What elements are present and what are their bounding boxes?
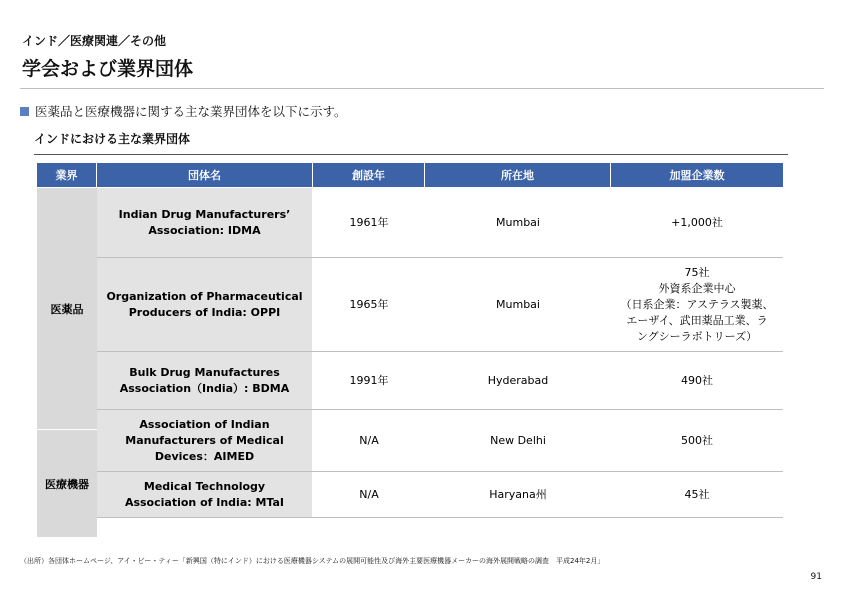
organization-name: Organization of Pharmaceutical Producers of India: OPPI (106, 289, 303, 319)
members-cell (611, 410, 783, 471)
members-value: 75社 外資系企業中心 （日系企業：アステラス製薬、 エーザイ、武田薬品工業、ラ ングシーラボトリーズ） (620, 265, 774, 343)
members-value: 45社 (684, 487, 710, 501)
organization-name-cell (97, 472, 313, 517)
members-value: +1,000社 (671, 215, 723, 229)
table-body (37, 188, 783, 538)
founded-cell: 1991年 (349, 373, 389, 387)
members-cell (611, 472, 783, 517)
members-cell (611, 258, 783, 351)
source-footnote: （出所）各団体ホームページ、アイ・ビー・ティー「新興国（特にインド）における医療機器システムの展開可能性及び海外主要医療機器メーカーの海外展開戦略の調査 平成24年2月」 (20, 557, 605, 565)
breadcrumb: インド／医療関連／その他 (22, 34, 167, 48)
table-row (97, 410, 783, 472)
organization-name: Association of Indian Manufacturers of Medical Devices：AIMED (125, 417, 284, 463)
members-value: 490社 (681, 373, 713, 387)
founded-cell: N/A (359, 487, 379, 501)
title-divider (20, 88, 824, 89)
page-number: 91 (810, 572, 822, 582)
column-header-organization: 団体名 (97, 163, 313, 187)
organization-name-cell (97, 352, 313, 409)
organization-name: Indian Drug Manufacturers’ Association: IDMA (118, 207, 291, 237)
rows-column (97, 188, 783, 538)
members-cell (611, 352, 783, 409)
column-header-founded: 創設年 (313, 163, 425, 187)
table-header (37, 163, 783, 188)
organization-name: Medical Technology Association of India: MTaI (124, 479, 285, 509)
location-cell: Hyderabad (487, 373, 549, 387)
intro-bullet (20, 102, 347, 120)
organization-name: Bulk Drug Manufactures Association（India）: BDMA (119, 365, 290, 395)
table-row (97, 258, 783, 352)
category-cell-devices: 医療機器 (37, 430, 97, 538)
location-cell: Mumbai (496, 215, 540, 229)
founded-cell: 1965年 (349, 297, 389, 311)
category-column (37, 188, 97, 538)
column-header-location: 所在地 (425, 163, 611, 187)
square-bullet-icon (20, 107, 29, 116)
members-value: 500社 (681, 433, 713, 447)
location-cell: Haryana州 (489, 487, 547, 501)
organization-name-cell (97, 188, 313, 257)
table-row (97, 472, 783, 518)
column-header-members: 加盟企業数 (669, 169, 725, 182)
members-cell (611, 188, 783, 257)
associations-table (37, 163, 783, 538)
category-cell-pharma: 医薬品 (37, 188, 97, 430)
organization-name-cell (97, 258, 313, 351)
page-title: 学会および業界団体 (22, 58, 194, 80)
location-cell: New Delhi (490, 433, 546, 447)
table-row (97, 352, 783, 410)
table-caption: インドにおける主な業界団体 (34, 132, 191, 146)
table-row (97, 188, 783, 258)
founded-cell: 1961年 (349, 215, 389, 229)
caption-divider (34, 154, 788, 155)
column-header-industry: 業界 (37, 163, 97, 187)
organization-name-cell (97, 410, 313, 471)
founded-cell: N/A (359, 433, 379, 447)
intro-text: 医薬品と医療機器に関する主な業界団体を以下に示す。 (35, 104, 347, 119)
location-cell: Mumbai (496, 297, 540, 311)
